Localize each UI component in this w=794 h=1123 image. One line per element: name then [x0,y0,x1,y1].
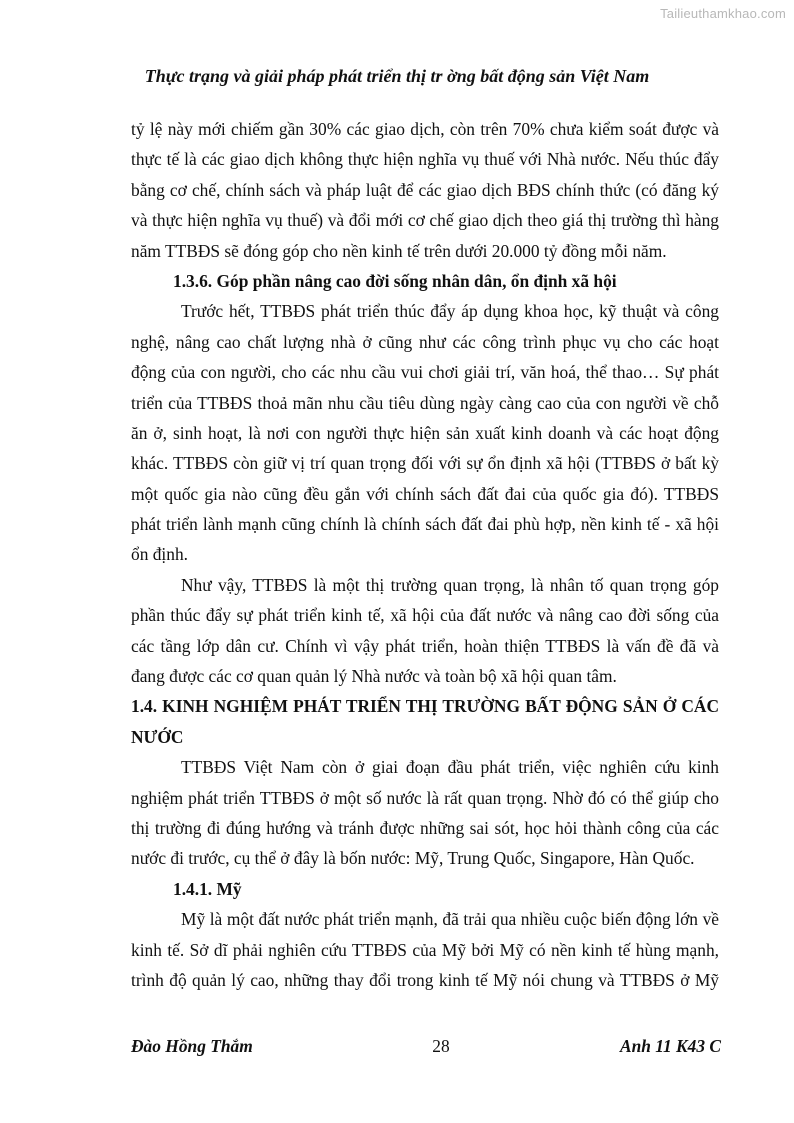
heading-line: 1.4. KINH NGHIỆM PHÁT TRIỂN THỊ TRƯỜNG BẤT ĐỘNG SẢN Ở CÁC [131,696,719,717]
text-line: nghiệm phát triển TTBĐS ở một số nước là rất quan trọng. Nhờ đó có thể giúp cho [131,787,719,808]
text-line: TTBĐS Việt Nam còn ở giai đoạn đầu phát triển, việc nghiên cứu kinh [181,757,719,778]
heading-line: NƯỚC [131,726,184,747]
text-line: và thực hiện nghĩa vụ thuế) và đổi mới cơ chế giao dịch theo giá thị trường thì hàng [131,210,719,231]
text-line: một quốc gia nào cũng đều gắn với chính sách đất đai của quốc gia đó). TTBĐS [131,483,719,504]
paragraph-international-experience [131,752,719,874]
text-line: kinh tế. Sở dĩ phải nghiên cứu TTBĐS của Mỹ bởi Mỹ có nền kinh tế hùng mạnh, [131,939,719,960]
paragraph-tax-contribution [131,114,719,266]
watermark: Tailieuthamkhao.com [660,6,786,21]
text-line: ổn định. [131,544,189,565]
text-line: tỷ lệ này mới chiếm gần 30% các giao dịch, còn trên 70% chưa kiểm soát được và [131,119,719,139]
text-line: động của con người, cho các nhu cầu vui chơi giải trí, văn hoá, thể thao… Sự phát [131,362,719,383]
page-body [131,114,719,995]
text-line: phát triển lành mạnh cũng chính là chính sách đất đai phù hợp, nền kinh tế - xã hội [131,514,719,535]
footer-author: Đào Hồng Thắm [131,1036,253,1056]
section-heading-1-3-6: 1.3.6. Góp phần nâng cao đời sống nhân dân, ổn định xã hội [173,270,617,291]
text-line: nghệ, nâng cao chất lượng nhà ở cũng như các công trình phục vụ cho các hoạt [131,331,719,352]
text-line: Mỹ là một đất nước phát triển mạnh, đã trải qua nhiều cuộc biến động lớn về [181,909,719,930]
text-line: triển của TTBĐS thoả mãn nhu cầu tiêu dùng ngày càng cao của con người về chỗ [131,392,719,413]
text-line: phần thúc đẩy sự phát triển kinh tế, xã hội của đất nước và nâng cao đời sống của [131,605,719,626]
text-line: trình độ quản lý cao, những thay đổi trong kinh tế Mỹ nói chung và TTBĐS ở Mỹ [131,969,719,990]
text-line: thực tế là các giao dịch không thực hiện nghĩa vụ thuế với Nhà nước. Nếu thúc đẩy [131,149,719,170]
section-heading-1-4-1: 1.4.1. Mỹ [173,878,242,899]
text-line: năm TTBĐS sẽ đóng góp cho nền kinh tế trên dưới 20.000 tỷ đồng mỗi năm. [131,240,667,261]
text-line: nước đi trước, cụ thể ở đây là bốn nước: Mỹ, Trung Quốc, Singapore, Hàn Quốc. [131,848,695,869]
paragraph-usa [131,904,719,995]
text-line: thị trường đi đúng hướng và tránh được những sai sót, học hỏi thành công của các [131,817,719,838]
paragraph-conclusion [131,570,719,692]
section-heading-1-4 [131,691,719,752]
page-footer [131,1036,721,1060]
text-line: đang được các cơ quan quản lý Nhà nước và toàn bộ xã hội quan tâm. [131,666,617,687]
text-line: khác. TTBĐS còn giữ vị trí quan trọng đối với sự ổn định xã hội (TTBĐS ở bất kỳ [131,453,719,474]
text-line: bằng cơ chế, chính sách và pháp luật để các giao dịch BĐS chính thức (có đăng ký [131,179,719,200]
text-line: Trước hết, TTBĐS phát triển thúc đẩy áp dụng khoa học, kỹ thuật và công [181,301,719,322]
paragraph-living-standards [131,296,719,570]
text-line: ăn ở, sinh hoạt, là nơi con người thực hiện sản xuất kinh doanh và các hoạt động [131,422,719,443]
footer-class-code: Anh 11 K43 C [619,1036,721,1056]
text-line: các tầng lớp dân cư. Chính vì vậy phát triển, hoàn thiện TTBĐS là vấn đề đã và [131,635,719,656]
running-header-title: Thực trạng và giải pháp phát triển thị tr ờng bất động sản Việt Nam [144,66,650,86]
text-line: Như vậy, TTBĐS là một thị trường quan trọng, là nhân tố quan trọng góp [181,574,719,595]
page-number: 28 [432,1036,450,1056]
